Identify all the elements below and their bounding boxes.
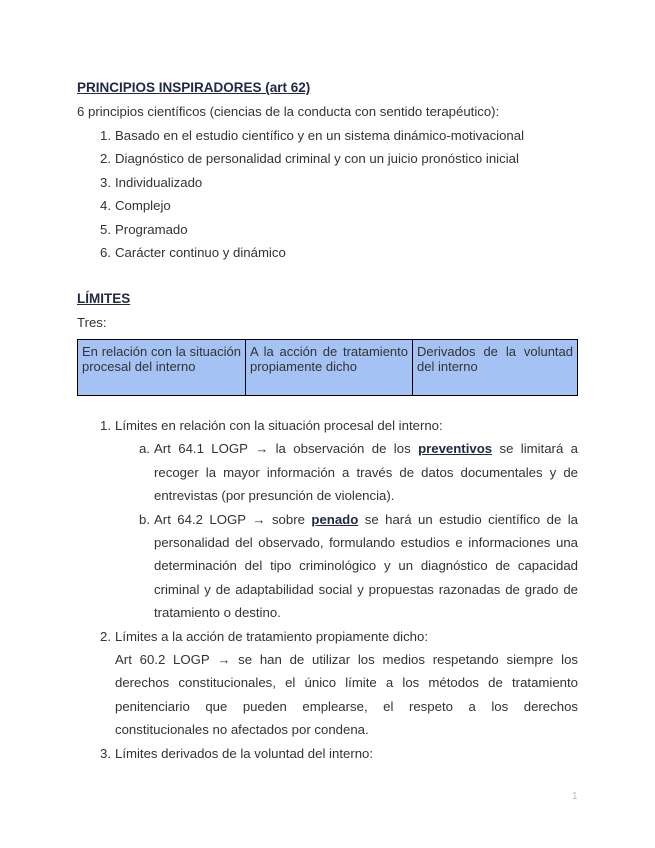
list-item: 1. Límites en relación con la situación procesal del interno: a. Art 64.1 LOGP → la observación de los preventivos se limitará a recoger la mayor información a través de datos documentales y de entrevistas (por presunción de violencia). b. Art 64.2 LOGP → sobre penado se hará un estudio científico de la personalidad del observado, formulando estudios e informaciones una determinación del tipo criminológico y un diagnóstico de capacidad criminal y de adaptabilidad social y propuestas razonadas de grado de tratamiento o destino. bbox=[115, 414, 578, 625]
list-item: 1. Basado en el estudio científico y en un sistema dinámico-motivacional bbox=[100, 128, 525, 143]
principios-heading: PRINCIPIOS INSPIRADORES (art 62) bbox=[77, 80, 311, 95]
table-cell: En relación con la situación procesal del interno bbox=[78, 340, 246, 396]
limites-table bbox=[77, 339, 578, 396]
limites-heading: LÍMITES bbox=[77, 291, 131, 306]
list-item: 2. Diagnóstico de personalidad criminal y con un juicio pronóstico inicial bbox=[100, 151, 519, 167]
sub-list-item: a. Art 64.1 LOGP → la observación de los preventivos se limitará a recoger la mayor información a través de datos documentales y de entrevistas (por presunción de violencia). bbox=[139, 441, 578, 504]
list-item: 3. Límites derivados de la voluntad del interno: bbox=[100, 745, 374, 761]
sub-list-item: b. Art 64.2 LOGP → sobre penado se hará un estudio científico de la personalidad del observado, formulando estudios e informaciones una determinación del tipo criminológico y un diagnóstico de capacidad criminal y de adaptabilidad social y propuestas razonadas de grado de tratamiento o destino. bbox=[139, 511, 579, 621]
principios-list bbox=[100, 124, 585, 264]
list-item: 6. Carácter continuo y dinámico bbox=[100, 245, 286, 261]
limites-list bbox=[100, 414, 579, 765]
table-row bbox=[78, 340, 578, 396]
bold-term: preventivos bbox=[418, 441, 493, 457]
table-cell: Derivados de la voluntad del interno bbox=[413, 340, 578, 396]
table-cell: A la acción de tratamiento propiamente dicho bbox=[246, 340, 413, 396]
list-item-detail: Art 60.2 LOGP → se han de utilizar los medios respetando siempre los derechos constitucionales, el único límite a los métodos de tratamiento penitenciario que pueden emplearse, el respeto a los derechos constitucionales no afectados por condena. bbox=[115, 652, 578, 738]
sub-list bbox=[139, 437, 579, 624]
principios-intro: 6 principios científicos (ciencias de la conducta con sentido terapéutico): bbox=[77, 104, 500, 119]
bold-term: penado bbox=[311, 511, 359, 527]
limites-intro: Tres: bbox=[77, 315, 107, 330]
list-item: 4. Complejo bbox=[100, 198, 171, 214]
list-item: 5. Programado bbox=[100, 221, 188, 237]
list-item: 3. Individualizado bbox=[100, 174, 203, 190]
list-item: 2. Límites a la acción de tratamiento propiamente dicho: Art 60.2 LOGP → se han de utilizar los medios respetando siempre los derechos constitucionales, el único límite a los métodos de tratamiento penitenciario que pueden emplearse, el respeto a los derechos constitucionales no afectados por condena. bbox=[115, 625, 578, 742]
page-number: 1 bbox=[572, 791, 578, 802]
